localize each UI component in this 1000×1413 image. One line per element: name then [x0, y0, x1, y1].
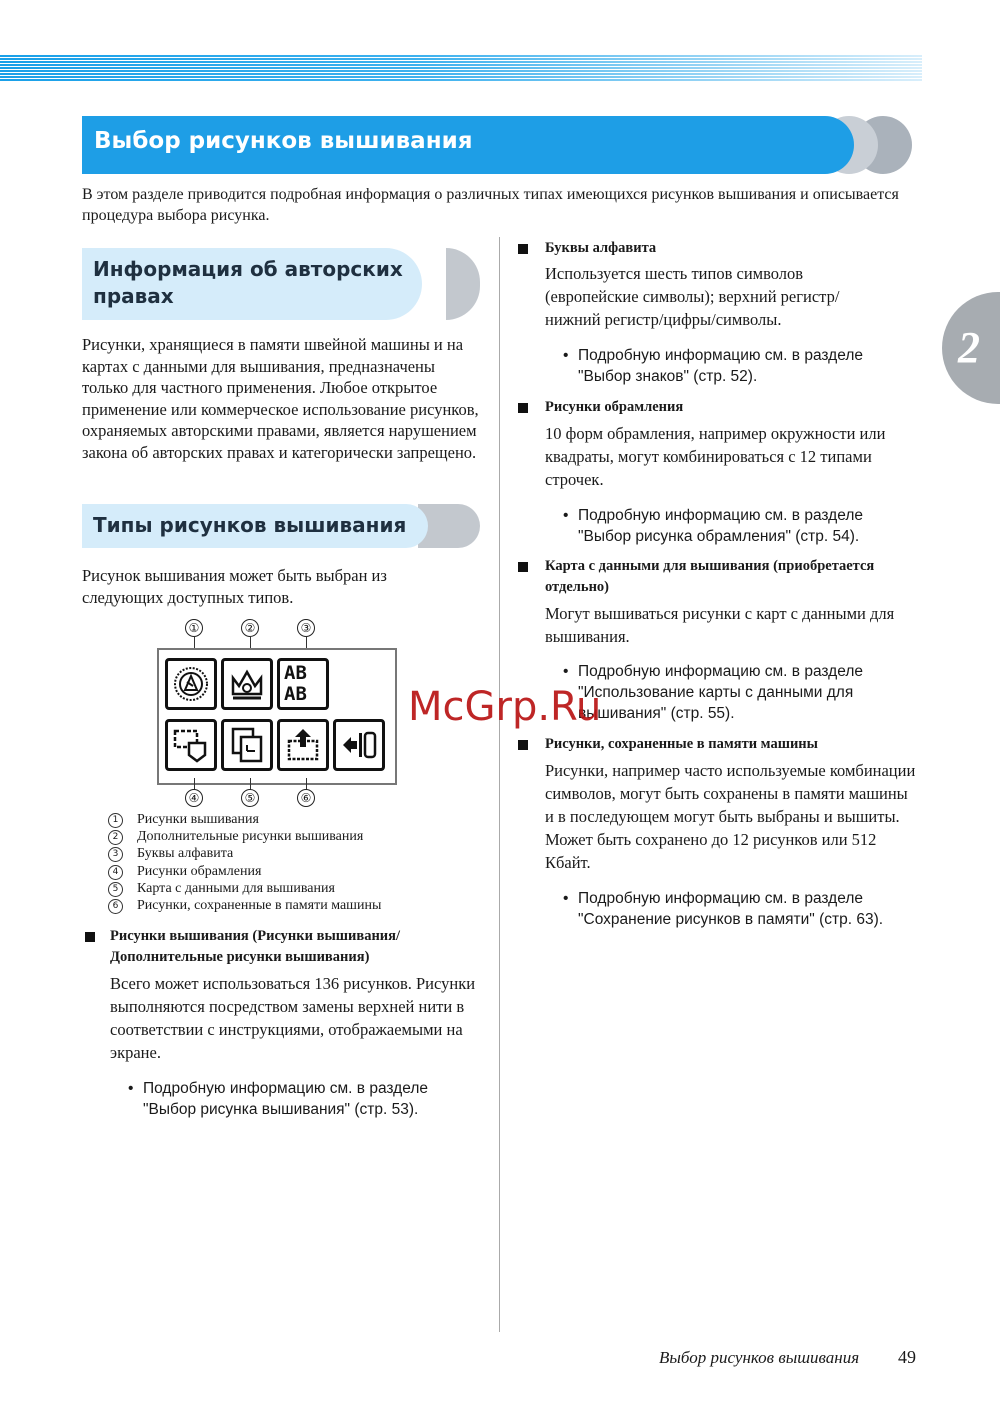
additional-patterns-button[interactable]	[221, 658, 273, 710]
section-marker	[518, 403, 528, 413]
watermark: McGrp.Ru	[408, 684, 602, 730]
crown-icon	[227, 664, 267, 704]
callout-2: ②	[241, 619, 259, 637]
machine-screen	[157, 648, 397, 785]
types-heading-text: Типы рисунков вышивания	[93, 513, 407, 537]
embroidery-patterns-button[interactable]	[165, 658, 217, 710]
memory-patterns-button[interactable]	[277, 719, 329, 771]
column-divider	[499, 237, 500, 1332]
frames-section-text: 10 форм обрамления, например окружности или квадраты, могут комбинироваться с 12 типами строчек.	[545, 424, 886, 489]
alphabet-icon: AB AB	[284, 662, 307, 705]
frame-patterns-button[interactable]	[165, 719, 217, 771]
alphabet-section-text: Используется шесть типов символов (европейские символы); верхний регистр/ нижний регистр/цифры/символы.	[545, 264, 840, 329]
chapter-number: 2	[958, 323, 980, 372]
data-card-button[interactable]	[221, 719, 273, 771]
callout-5: ⑤	[241, 789, 259, 807]
section-marker	[518, 740, 528, 750]
types-text: Рисунок вышивания может быть выбран из следующих доступных типов.	[82, 566, 387, 607]
memory-section-title: Рисунки, сохраненные в памяти машины	[545, 736, 818, 752]
intro-paragraph: В этом разделе приводится подробная информация о различных типах имеющихся рисунков вышивания и описывается процедура выбора рисунка.	[82, 186, 899, 224]
callout-3: ③	[297, 619, 315, 637]
legend-item: 4 Рисунки обрамления	[108, 863, 381, 880]
header-stripes	[0, 55, 922, 83]
legend-item: 6 Рисунки, сохраненные в памяти машины	[108, 897, 381, 914]
frames-section-title: Рисунки обрамления	[545, 399, 684, 415]
card-section-title: Карта с данными для вышивания (приобретается отдельно)	[545, 558, 875, 595]
heading-cap	[446, 248, 480, 320]
callout-1: ①	[185, 619, 203, 637]
card-icon	[227, 725, 267, 765]
callout-6: ⑥	[297, 789, 315, 807]
alphabet-section-reference: • Подробную информацию см. в разделе "Выбор знаков" (стр. 52).	[563, 347, 863, 385]
frames-section-reference: • Подробную информацию см. в разделе "Выбор рисунка обрамления" (стр. 54).	[563, 507, 863, 545]
callout-legend	[108, 811, 381, 914]
legend-item: 1 Рисунки вышивания	[108, 811, 381, 828]
legend-item: 2 Дополнительные рисунки вышивания	[108, 828, 381, 845]
copyright-heading-text: Информация об авторских правах	[93, 257, 403, 308]
alphabet-section-title: Буквы алфавита	[545, 240, 657, 256]
section-marker	[85, 932, 95, 942]
footer-title: Выбор рисунков вышивания	[659, 1348, 860, 1367]
embroidery-section-text: Всего может использоваться 136 рисунков. Рисунки выполняются посредством замены верхней нити в соответствии с инструкциями, отображаемыми на экране.	[110, 974, 476, 1062]
card-section-reference: • Подробную информацию см. в разделе "Использование карты с данными для вышивания" (стр. 55).	[563, 663, 863, 722]
section-marker	[518, 562, 528, 572]
return-arrow-icon	[339, 725, 379, 765]
page-title: Выбор рисунков вышивания	[94, 128, 473, 154]
embroidery-pattern-icon	[171, 664, 211, 704]
embroidery-section-reference: • Подробную информацию см. в разделе "Выбор рисунка вышивания" (стр. 53).	[128, 1080, 428, 1118]
card-section-text: Могут вышиваться рисунки с карт с данными для вышивания.	[545, 604, 895, 646]
memory-section-text: Рисунки, например часто используемые комбинации символов, могут быть сохранены в памяти машины и в последующем могут быть выбраны и вышиты. Может быть сохранено до 12 рисунков или 512 Кбайт.	[545, 761, 916, 872]
section-marker	[518, 244, 528, 254]
memory-pocket-icon	[283, 725, 323, 765]
copyright-heading	[82, 248, 482, 320]
legend-item: 3 Буквы алфавита	[108, 845, 381, 862]
legend-item: 5 Карта с данными для вышивания	[108, 880, 381, 897]
back-button[interactable]	[333, 719, 385, 771]
frame-icon	[171, 725, 211, 765]
embroidery-section-title: Рисунки вышивания (Рисунки вышивания/ Дополнительные рисунки вышивания)	[110, 928, 401, 965]
memory-section-reference: • Подробную информацию см. в разделе "Сохранение рисунков в памяти" (стр. 63).	[563, 890, 884, 928]
types-heading	[82, 504, 482, 548]
alphabet-button[interactable]	[277, 658, 329, 710]
copyright-text: Рисунки, хранящиеся в памяти швейной машины и на картах с данными для вышивания, предназначены только для частного применения. Любое открытое применение или коммерческое использование рисунков, охраняемых авторскими правами, является нарушением закона об авторских правах и категорически запрещено.	[82, 335, 479, 462]
page-number: 49	[898, 1347, 916, 1367]
callout-4: ④	[185, 789, 203, 807]
